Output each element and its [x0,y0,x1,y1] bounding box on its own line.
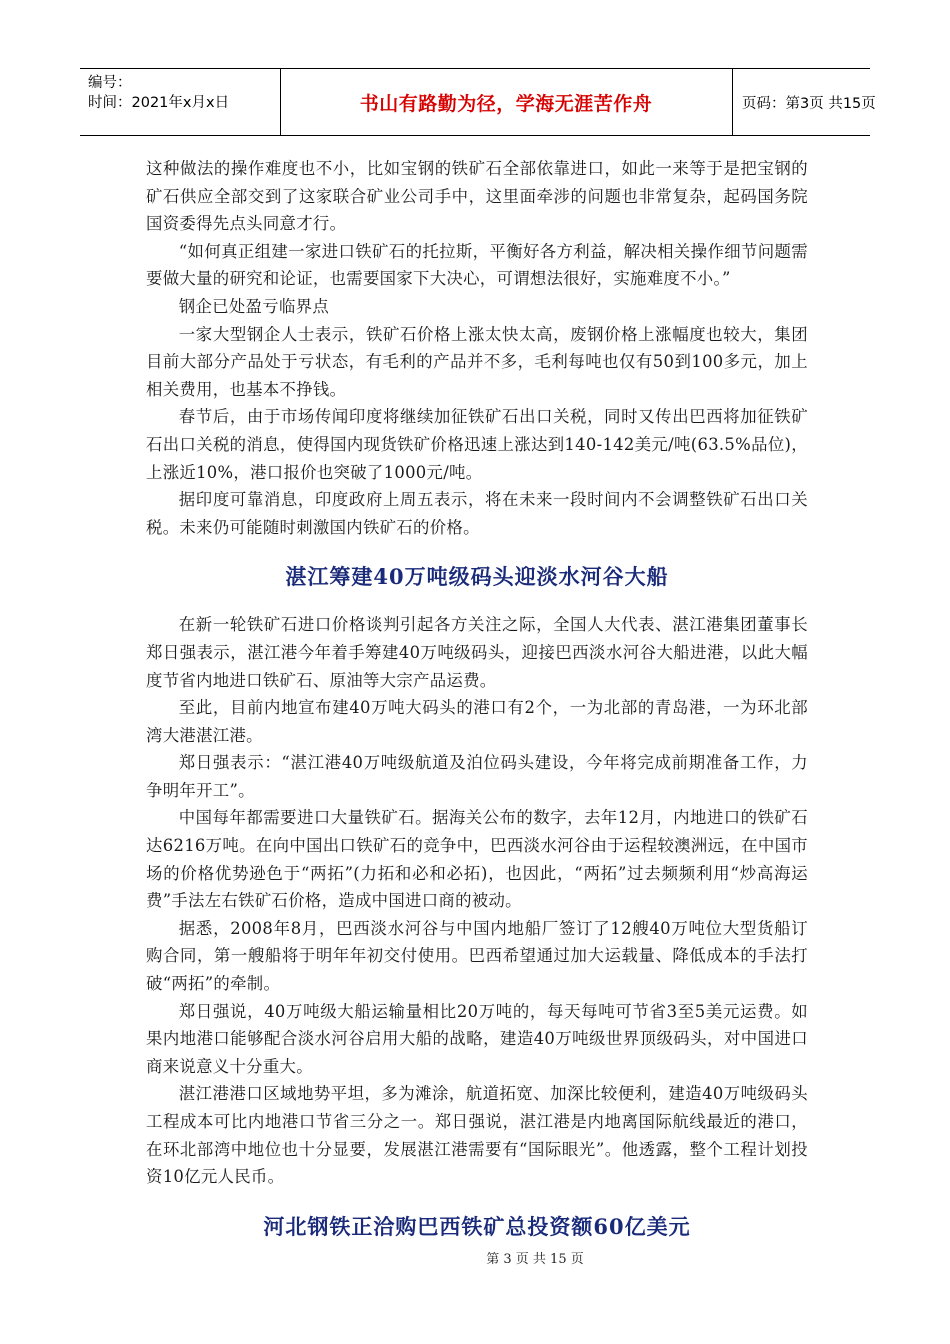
paragraph: 在新一轮铁矿石进口价格谈判引起各方关注之际，全国人大代表、湛江港集团董事长郑日强表示，湛江港今年着手筹建40万吨级码头，迎接巴西淡水河谷大船进港，以此大幅度节省内地进口铁矿石、原油等大宗产品运费。 [146,615,808,690]
paragraph: 春节后，由于市场传闻印度将继续加征铁矿石出口关税，同时又传出巴西将加征铁矿石出口关税的消息，使得国内现货铁矿价格迅速上涨达到140-142美元/吨(63.5%品位)，上涨近10%，港口报价也突破了1000元/吨。 [146,407,808,482]
paragraph: 湛江港港口区域地势平坦，多为滩涂，航道拓宽、加深比较便利，建造40万吨级码头工程成本可比内地港口节省三分之一。郑日强说，湛江港是内地离国际航线最近的港口，在环北部湾中地位也十分显要，发展湛江港需要有“国际眼光”。他透露，整个工程计划投资10亿元人民币。 [146,1084,808,1187]
page-footer [0,1248,950,1267]
paragraph: “如何真正组建一家进口铁矿石的托拉斯，平衡好各方利益，解决相关操作细节问题需要做大量的研究和论证，也需要国家下大决心，可谓想法很好，实施难度不小。” [146,241,808,289]
paragraph: 据印度可靠消息，印度政府上周五表示，将在未来一段时间内不会调整铁矿石出口关税。未来仍可能随时刺激国内铁矿石的价格。 [146,490,808,537]
paragraph: 一家大型钢企人士表示，铁矿石价格上涨太快太高，废钢价格上涨幅度也较大，集团目前大部分产品处于亏状态，有毛利的产品并不多，毛利每吨也仅有50到100多元，加上相关费用，也基本不挣钱。 [146,324,808,399]
page-header [80,68,876,136]
paragraph: 据悉，2008年8月，巴西淡水河谷与中国内地船厂签订了12艘40万吨位大型货船订购合同，第一艘船将于明年年初交付使用。巴西希望通过加大运载量、降低成本的手法打破“两拓”的牵制。 [146,918,808,994]
section-title: 湛江筹建40万吨级码头迎淡水河谷大船 [285,564,669,590]
paragraph: 郑日强表示：“湛江港40万吨级航道及泊位码头建设，今年将完成前期准备工作，力争明年开工”。 [146,753,808,800]
header-motto: 书山有路勤为径，学海无涯苦作舟 [359,92,653,115]
subheading: 钢企已处盈亏临界点 [178,296,330,316]
paragraph: 郑日强说，40万吨级大船运输量相比20万吨的，每天每吨可节省3至5美元运费。如果内地港口能够配合淡水河谷启用大船的战略，建造40万吨级世界顶级码头，对中国进口商来说意义十分重大。 [146,1001,808,1076]
paragraph: 至此，目前内地宣布建40万吨大码头的港口有2个，一为北部的青岛港，一为环北部湾大港湛江港。 [146,698,808,745]
header-page-info: 页码：第3页 共15页 [742,95,876,112]
document-body [146,155,808,1241]
header-meta [88,73,278,113]
paragraph: 中国每年都需要进口大量铁矿石。据海关公布的数字，去年12月，内地进口的铁矿石达6216万吨。在向中国出口铁矿石的竞争中，巴西淡水河谷由于运程较澳洲远，在中国市场的价格优势逊色于“两拓”(力拓和必和必拓)，也因此，“两拓”过去频频利用“炒高海运费”手法左右铁矿石价格，造成中国进口商的被动。 [146,808,808,911]
footer-page-number: 第 3 页 共 15 页 [486,1252,584,1267]
header-divider [732,69,733,135]
paragraph: 这种做法的操作难度也不小，比如宝钢的铁矿石全部依靠进口，如此一来等于是把宝钢的矿石供应全部交到了这家联合矿业公司手中，这里面牵涉的问题也非常复杂，起码国务院国资委得先点头同意才行。 [146,159,808,234]
document-date: 时间：2021年x月x日 [88,95,230,111]
document-number-label: 编号： [88,75,132,91]
section-title: 河北钢铁正洽购巴西铁矿总投资额60亿美元 [263,1213,691,1239]
